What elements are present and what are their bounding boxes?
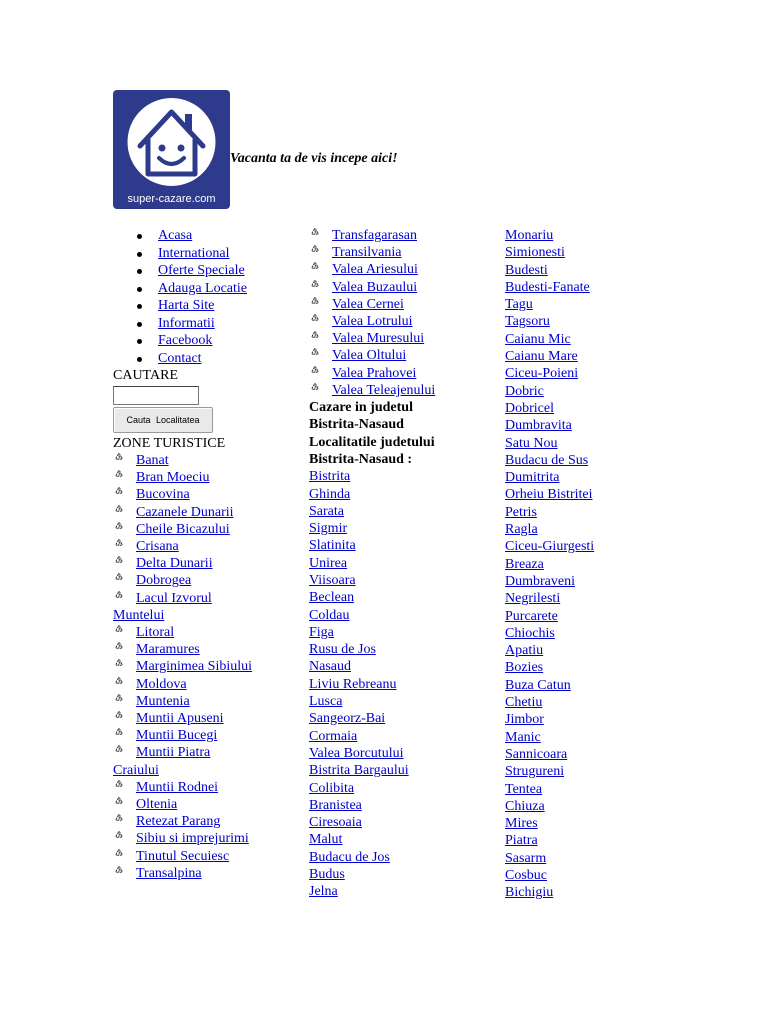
locality-link[interactable]: Sangeorz-Bai xyxy=(309,711,386,727)
locality-link[interactable]: Manic xyxy=(505,729,541,745)
main-nav xyxy=(113,227,303,367)
locality-link[interactable]: Nasaud xyxy=(309,659,351,675)
tagline: Vacanta ta de vis incepe aici! xyxy=(230,151,398,166)
list-item xyxy=(505,262,705,279)
locality-link[interactable]: Bistrita Bargaului xyxy=(309,763,409,779)
locality-link[interactable]: Satu Nou xyxy=(505,435,558,451)
right-column xyxy=(505,227,705,902)
small-tree-icon: ♵ xyxy=(115,658,124,669)
locality-link[interactable]: Ciresoaia xyxy=(309,815,362,831)
list-item xyxy=(505,711,705,728)
locality-link[interactable]: Orheiu Bistritei xyxy=(505,487,593,503)
small-tree-icon: ♵ xyxy=(115,847,124,858)
locality-list-part1 xyxy=(309,468,499,900)
locality-list-part2 xyxy=(505,227,705,902)
zone-link[interactable]: Muntii Apuseni xyxy=(136,711,224,727)
list-item xyxy=(505,625,705,642)
zone-item xyxy=(309,244,499,261)
locality-link[interactable]: Ghinda xyxy=(309,486,351,502)
locality-link[interactable]: Chiuza xyxy=(505,798,545,814)
list-item xyxy=(309,797,499,814)
locality-link[interactable]: Liviu Rebreanu xyxy=(309,676,397,692)
locality-link[interactable]: Chiochis xyxy=(505,625,555,641)
zone-link[interactable]: Lacul Izvorul Muntelui xyxy=(113,590,212,623)
small-tree-icon: ♵ xyxy=(115,538,124,549)
county-heading-line: Cazare in judetul xyxy=(309,400,413,416)
nav-item xyxy=(113,315,303,333)
list-item xyxy=(505,538,705,555)
middle-column xyxy=(309,227,499,901)
locality-link[interactable]: Budacu de Jos xyxy=(309,849,390,865)
list-item xyxy=(309,710,499,727)
nav-item xyxy=(113,332,303,350)
small-tree-icon: ♵ xyxy=(311,381,320,392)
zone-link[interactable]: Muntii Bucegi xyxy=(136,728,218,744)
small-tree-icon: ♵ xyxy=(115,641,124,652)
locality-link[interactable]: Tagu xyxy=(505,297,533,313)
zone-link[interactable]: Cazanele Dunarii xyxy=(136,504,234,520)
list-item xyxy=(309,883,499,900)
list-item xyxy=(505,331,705,348)
locality-link[interactable]: Lusca xyxy=(309,694,343,710)
locality-link[interactable]: Slatinita xyxy=(309,538,356,554)
zone-link[interactable]: Cheile Bicazului xyxy=(136,521,230,537)
small-tree-icon: ♵ xyxy=(115,710,124,721)
list-item xyxy=(309,486,499,503)
small-tree-icon: ♵ xyxy=(115,572,124,583)
locality-link[interactable]: Dumbraveni xyxy=(505,573,575,589)
list-item xyxy=(309,762,499,779)
list-item xyxy=(505,435,705,452)
locality-link[interactable]: Branistea xyxy=(309,797,362,813)
locality-link[interactable]: Beclean xyxy=(309,590,355,606)
list-item xyxy=(505,365,705,382)
zone-list-part2 xyxy=(309,227,499,399)
small-tree-icon: ♵ xyxy=(115,503,124,514)
small-tree-icon: ♵ xyxy=(115,778,124,789)
zones-title: ZONE TURISTICE xyxy=(113,435,226,451)
nav-item xyxy=(113,227,303,245)
zone-item xyxy=(113,572,303,589)
locality-link[interactable]: Budacu de Sus xyxy=(505,452,589,468)
zone-link[interactable]: Valea Teleajenului xyxy=(332,382,436,398)
nav-link-informatii[interactable]: Informatii xyxy=(158,315,215,331)
zone-link[interactable]: Muntii Rodnei xyxy=(136,779,219,795)
list-item xyxy=(309,537,499,554)
locality-link[interactable]: Piatra xyxy=(505,833,538,849)
search-title: CAUTARE xyxy=(113,368,178,383)
nav-link-acasa[interactable]: Acasa xyxy=(158,228,193,243)
zone-link[interactable]: Muntii Piatra Craiului xyxy=(113,745,211,778)
list-item xyxy=(309,849,499,866)
list-item xyxy=(505,279,705,296)
nav-link-contact[interactable]: Contact xyxy=(158,350,202,366)
zone-link[interactable]: Dobrogea xyxy=(136,573,192,589)
zone-item xyxy=(113,658,303,675)
zone-link[interactable]: Crisana xyxy=(136,539,179,555)
small-tree-icon: ♵ xyxy=(311,330,320,341)
zone-link[interactable]: Valea Cernei xyxy=(332,296,404,312)
search-input[interactable] xyxy=(113,386,199,405)
locality-link[interactable]: Bistrita xyxy=(309,469,351,485)
zone-item xyxy=(113,796,303,813)
locality-link[interactable]: Bichigiu xyxy=(505,885,554,901)
list-item xyxy=(309,503,499,520)
nav-item xyxy=(113,297,303,315)
small-tree-icon: ♵ xyxy=(115,589,124,600)
locality-link[interactable]: Budus xyxy=(309,867,345,883)
list-item xyxy=(309,728,499,745)
small-tree-icon: ♵ xyxy=(115,813,124,824)
zone-item xyxy=(113,744,223,778)
locality-link[interactable]: Cormaia xyxy=(309,728,358,744)
zone-item xyxy=(113,624,303,641)
list-item xyxy=(505,642,705,659)
list-item xyxy=(505,867,705,884)
list-item xyxy=(505,469,705,486)
locality-link[interactable]: Negrilesti xyxy=(505,591,561,607)
small-tree-icon: ♵ xyxy=(115,555,124,566)
zone-link[interactable]: Retezat Parang xyxy=(136,814,221,830)
list-item xyxy=(505,486,705,503)
zone-link[interactable]: Transfagarasan xyxy=(332,228,418,243)
zone-item xyxy=(113,865,303,882)
zone-item xyxy=(113,813,303,830)
zone-item xyxy=(113,830,303,847)
zone-item xyxy=(309,296,499,313)
nav-item xyxy=(113,262,303,280)
locality-link[interactable]: Tagsoru xyxy=(505,314,550,330)
list-item xyxy=(309,693,499,710)
zone-item xyxy=(113,486,303,503)
small-tree-icon: ♵ xyxy=(311,244,320,255)
list-item xyxy=(505,659,705,676)
small-tree-icon: ♵ xyxy=(311,364,320,375)
small-tree-icon: ♵ xyxy=(115,864,124,875)
locality-link[interactable]: Dobricel xyxy=(505,400,554,416)
zone-item xyxy=(309,261,499,278)
zone-link[interactable]: Bucovina xyxy=(136,487,190,503)
locality-link[interactable]: Strugureni xyxy=(505,764,565,780)
list-item xyxy=(309,658,499,675)
small-tree-icon: ♵ xyxy=(311,313,320,324)
zone-item xyxy=(113,779,303,796)
zone-link[interactable]: Oltenia xyxy=(136,797,178,813)
list-item xyxy=(309,745,499,762)
locality-link[interactable]: Mires xyxy=(505,816,538,832)
zone-link[interactable]: Transilvania xyxy=(332,245,402,261)
list-item xyxy=(505,313,705,330)
list-item xyxy=(505,348,705,365)
locality-link[interactable]: Rusu de Jos xyxy=(309,642,376,658)
list-item xyxy=(505,573,705,590)
list-item xyxy=(505,850,705,867)
zone-link[interactable]: Marginimea Sibiului xyxy=(136,659,253,675)
nav-item xyxy=(113,280,303,298)
locality-link[interactable]: Jelna xyxy=(309,884,338,900)
zone-item xyxy=(113,693,303,710)
zone-item xyxy=(309,347,499,364)
nav-link-harta-site[interactable]: Harta Site xyxy=(158,298,215,313)
small-tree-icon: ♵ xyxy=(115,727,124,738)
nav-item xyxy=(113,245,303,263)
locality-link[interactable]: Figa xyxy=(309,624,334,640)
county-heading-line: Localitatile judetului xyxy=(309,434,435,450)
list-item xyxy=(505,694,705,711)
zone-item xyxy=(309,365,499,382)
zone-link[interactable]: Muntenia xyxy=(136,693,190,709)
locality-link[interactable]: Budesti-Fanate xyxy=(505,279,590,295)
small-tree-icon: ♵ xyxy=(311,278,320,289)
list-item xyxy=(309,468,499,485)
locality-link[interactable]: Petris xyxy=(505,504,537,520)
locality-link[interactable]: Apatiu xyxy=(505,643,544,659)
locality-link[interactable]: Buza Catun xyxy=(505,677,571,693)
zone-item xyxy=(113,521,303,538)
logo-text: super-cazare.com xyxy=(127,193,216,205)
zone-item xyxy=(113,555,303,572)
small-tree-icon: ♵ xyxy=(115,796,124,807)
county-heading-line: Bistrita-Nasaud : xyxy=(309,451,413,467)
zone-link[interactable]: Tinutul Secuiesc xyxy=(136,848,230,864)
zone-link[interactable]: Sibiu si imprejurimi xyxy=(136,831,249,847)
list-item xyxy=(309,676,499,693)
locality-link[interactable]: Sasarm xyxy=(505,850,547,866)
zone-item xyxy=(113,641,303,658)
small-tree-icon: ♵ xyxy=(311,347,320,358)
list-item xyxy=(505,677,705,694)
list-item xyxy=(309,641,499,658)
list-item xyxy=(309,866,499,883)
locality-link[interactable]: Cosbuc xyxy=(505,867,547,883)
small-tree-icon: ♵ xyxy=(115,486,124,497)
zone-item xyxy=(113,452,303,469)
list-item xyxy=(505,452,705,469)
list-item xyxy=(505,417,705,434)
small-tree-icon: ♵ xyxy=(115,469,124,480)
small-tree-icon: ♵ xyxy=(115,520,124,531)
list-item xyxy=(309,520,499,537)
locality-link[interactable]: Tentea xyxy=(505,781,543,797)
small-tree-icon: ♵ xyxy=(115,675,124,686)
site-logo[interactable] xyxy=(113,90,230,209)
zone-link[interactable]: Maramures xyxy=(136,642,200,658)
locality-link[interactable]: Malut xyxy=(309,832,343,848)
list-item xyxy=(505,608,705,625)
small-tree-icon: ♵ xyxy=(115,830,124,841)
locality-link[interactable]: Ragla xyxy=(505,522,538,538)
list-item xyxy=(309,589,499,606)
list-item xyxy=(309,780,499,797)
list-item xyxy=(505,832,705,849)
locality-link[interactable]: Bozies xyxy=(505,660,544,676)
list-item xyxy=(505,763,705,780)
zone-item xyxy=(113,469,303,486)
list-item xyxy=(505,556,705,573)
locality-link[interactable]: Dumitrita xyxy=(505,470,560,486)
list-item xyxy=(309,831,499,848)
zone-link[interactable]: Valea Muresului xyxy=(332,331,425,347)
locality-link[interactable]: Budesti xyxy=(505,262,548,278)
small-tree-icon: ♵ xyxy=(311,261,320,272)
locality-link[interactable]: Chetiu xyxy=(505,695,543,711)
locality-link[interactable]: Monariu xyxy=(505,228,554,243)
nav-link-adauga-locatie[interactable]: Adauga Locatie xyxy=(158,280,248,296)
small-tree-icon: ♵ xyxy=(115,624,124,635)
zone-link[interactable]: Valea Ariesului xyxy=(332,262,418,278)
nav-item xyxy=(113,350,303,368)
list-item xyxy=(505,244,705,261)
list-item xyxy=(309,555,499,572)
list-item xyxy=(505,227,705,244)
zone-item xyxy=(309,313,499,330)
list-item xyxy=(505,815,705,832)
list-item xyxy=(505,504,705,521)
zone-item xyxy=(113,727,303,744)
zone-item xyxy=(113,848,303,865)
search-button[interactable]: Cauta Localitatea xyxy=(113,407,213,433)
smiling-house-icon xyxy=(113,90,230,209)
locality-link[interactable]: Caianu Mic xyxy=(505,331,571,347)
locality-link[interactable]: Ciceu-Poieni xyxy=(505,366,579,382)
locality-link[interactable]: Ciceu-Giurgesti xyxy=(505,539,595,555)
list-item xyxy=(505,746,705,763)
zone-item xyxy=(309,279,499,296)
zone-link[interactable]: Bran Moeciu xyxy=(136,470,210,486)
locality-link[interactable]: Coldau xyxy=(309,607,350,623)
locality-link[interactable]: Unirea xyxy=(309,555,348,571)
locality-link[interactable]: Viisoara xyxy=(309,573,356,588)
zone-link[interactable]: Valea Lotrului xyxy=(332,314,413,330)
zone-link[interactable]: Moldova xyxy=(136,676,187,692)
list-item xyxy=(309,607,499,624)
small-tree-icon: ♵ xyxy=(115,692,124,703)
locality-link[interactable]: Dobric xyxy=(505,383,544,399)
list-item xyxy=(505,400,705,417)
list-item xyxy=(309,814,499,831)
zone-list-part1 xyxy=(113,452,303,882)
zone-item xyxy=(113,710,303,727)
list-item xyxy=(505,590,705,607)
locality-link[interactable]: Breaza xyxy=(505,556,544,572)
zone-item xyxy=(309,227,499,244)
list-item xyxy=(505,296,705,313)
list-item xyxy=(309,624,499,641)
locality-link[interactable]: Simionesti xyxy=(505,245,565,261)
zone-link[interactable]: Transalpina xyxy=(136,865,202,881)
list-item xyxy=(505,798,705,815)
nav-link-international[interactable]: International xyxy=(158,245,230,261)
locality-link[interactable]: Dumbravita xyxy=(505,418,572,434)
locality-link[interactable]: Jimbor xyxy=(505,712,544,728)
small-tree-icon: ♵ xyxy=(311,295,320,306)
list-item xyxy=(505,729,705,746)
list-item xyxy=(505,781,705,798)
zone-link[interactable]: Valea Prahovei xyxy=(332,365,417,381)
county-heading-line: Bistrita-Nasaud xyxy=(309,417,404,433)
list-item xyxy=(505,884,705,901)
zone-link[interactable]: Delta Dunarii xyxy=(136,556,213,572)
zone-link[interactable]: Litoral xyxy=(136,625,175,641)
small-tree-icon: ♵ xyxy=(311,227,320,237)
zone-item xyxy=(113,504,303,521)
small-tree-icon: ♵ xyxy=(115,744,124,755)
zone-item xyxy=(309,382,499,399)
locality-link[interactable]: Caianu Mare xyxy=(505,349,578,365)
list-item xyxy=(505,521,705,538)
zone-item xyxy=(113,676,303,693)
nav-link-oferte-speciale[interactable]: Oferte Speciale xyxy=(158,263,245,278)
locality-link[interactable]: Valea Borcutului xyxy=(309,745,404,761)
locality-link[interactable]: Colibita xyxy=(309,780,355,796)
zone-item xyxy=(113,538,303,555)
zone-link[interactable]: Valea Oltului xyxy=(332,348,407,364)
locality-link[interactable]: Sarata xyxy=(309,503,344,519)
left-column xyxy=(113,227,303,882)
list-item xyxy=(505,383,705,400)
locality-link[interactable]: Sigmir xyxy=(309,521,348,537)
small-tree-icon: ♵ xyxy=(115,452,124,462)
zone-item xyxy=(113,590,223,624)
zone-link[interactable]: Banat xyxy=(136,453,169,468)
zone-link[interactable]: Valea Buzaului xyxy=(332,279,418,295)
zone-item xyxy=(309,330,499,347)
nav-link-facebook[interactable]: Facebook xyxy=(158,333,213,348)
locality-link[interactable]: Purcarete xyxy=(505,608,558,624)
list-item xyxy=(309,572,499,589)
locality-link[interactable]: Sannicoara xyxy=(505,746,568,762)
